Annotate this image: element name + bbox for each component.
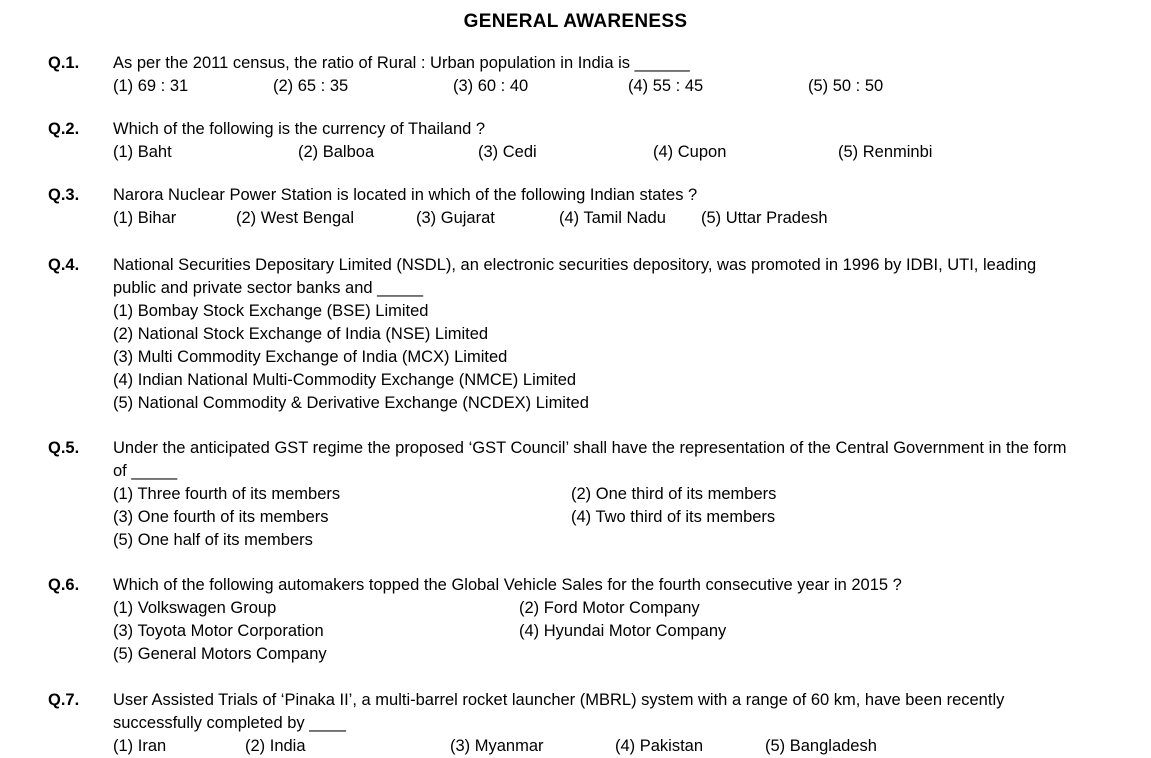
option-5[interactable]: (5) National Commodity & Derivative Exchange (NCDEX) Limited	[113, 394, 589, 412]
option-3[interactable]: (3) 60 : 40	[453, 77, 529, 95]
question-block	[0, 254, 1151, 415]
option-5[interactable]: (5) Uttar Pradesh	[701, 209, 828, 227]
question-block	[0, 689, 1151, 758]
question-block	[0, 52, 1151, 98]
option-1[interactable]: (1) Baht	[113, 143, 172, 161]
option-3[interactable]: (3) Cedi	[478, 143, 537, 161]
option-4[interactable]: (4) Hyundai Motor Company	[519, 622, 727, 640]
option-grid	[113, 597, 1151, 666]
option-4[interactable]: (4) 55 : 45	[628, 77, 704, 95]
option-2[interactable]: (2) One third of its members	[571, 485, 777, 503]
option-row	[113, 207, 1151, 230]
question-block	[0, 118, 1151, 164]
option-list	[113, 300, 1073, 415]
question-block	[0, 184, 1151, 230]
option-1[interactable]: (1) 69 : 31	[113, 77, 189, 95]
option-1[interactable]: (1) Iran	[113, 737, 167, 755]
option-3[interactable]: (3) Multi Commodity Exchange of India (MCX) Limited	[113, 348, 508, 366]
question-stem: Which of the following is the currency of Thailand ?	[113, 120, 486, 138]
question-stem: User Assisted Trials of ‘Pinaka II’, a multi-barrel rocket launcher (MBRL) system with a range of 60 km, have been recently successfully completed by ____	[113, 691, 1005, 732]
question-block	[0, 574, 1151, 666]
option-row	[113, 529, 1069, 552]
question-stem: As per the 2011 census, the ratio of Rural : Urban population in India is ______	[113, 54, 690, 72]
option-1[interactable]: (1) Bombay Stock Exchange (BSE) Limited	[113, 302, 429, 320]
option-5[interactable]: (5) One half of its members	[113, 531, 313, 549]
question-stem: Narora Nuclear Power Station is located in which of the following Indian states ?	[113, 186, 698, 204]
option-3[interactable]: (3) One fourth of its members	[113, 508, 329, 526]
option-row	[113, 620, 1151, 643]
option-5[interactable]: (5) General Motors Company	[113, 645, 327, 663]
option-2[interactable]: (2) Balboa	[298, 143, 375, 161]
option-row	[113, 483, 1069, 506]
option-4[interactable]: (4) Indian National Multi-Commodity Exchange (NMCE) Limited	[113, 371, 577, 389]
option-4[interactable]: (4) Pakistan	[615, 737, 704, 755]
option-4[interactable]: (4) Tamil Nadu	[559, 209, 666, 227]
question-stem: National Securities Depositary Limited (NSDL), an electronic securities depository, was promoted in 1996 by IDBI, UTI, leading public and private sector banks and _____	[113, 256, 1037, 297]
question-number: Q.4.	[48, 256, 80, 274]
option-2[interactable]: (2) India	[245, 737, 306, 755]
option-row	[113, 141, 1151, 164]
question-block	[0, 437, 1151, 552]
option-3[interactable]: (3) Gujarat	[416, 209, 495, 227]
question-stem: Which of the following automakers topped the Global Vehicle Sales for the fourth consecutive year in 2015 ?	[113, 576, 902, 594]
question-number: Q.5.	[48, 439, 80, 457]
option-row	[113, 597, 1151, 620]
option-2[interactable]: (2) West Bengal	[236, 209, 354, 227]
question-number: Q.7.	[48, 691, 80, 709]
option-row	[113, 643, 1151, 666]
option-5[interactable]: (5) 50 : 50	[808, 77, 884, 95]
option-5[interactable]: (5) Bangladesh	[765, 737, 877, 755]
question-number: Q.6.	[48, 576, 80, 594]
option-4[interactable]: (4) Cupon	[653, 143, 727, 161]
page-title: GENERAL AWARENESS	[463, 11, 688, 32]
question-stem: Under the anticipated GST regime the proposed ‘GST Council’ shall have the representation of the Central Government in the form of _____	[113, 439, 1067, 480]
option-grid	[113, 483, 1069, 552]
question-number: Q.1.	[48, 54, 80, 72]
option-3[interactable]: (3) Toyota Motor Corporation	[113, 622, 324, 640]
option-1[interactable]: (1) Volkswagen Group	[113, 599, 277, 617]
option-row	[113, 735, 1073, 758]
option-row	[113, 75, 1151, 98]
option-5[interactable]: (5) Renminbi	[838, 143, 933, 161]
option-4[interactable]: (4) Two third of its members	[571, 508, 776, 526]
option-3[interactable]: (3) Myanmar	[450, 737, 544, 755]
option-2[interactable]: (2) 65 : 35	[273, 77, 349, 95]
question-number: Q.2.	[48, 120, 80, 138]
option-1[interactable]: (1) Bihar	[113, 209, 177, 227]
option-1[interactable]: (1) Three fourth of its members	[113, 485, 341, 503]
option-2[interactable]: (2) National Stock Exchange of India (NSE) Limited	[113, 325, 489, 343]
option-row	[113, 506, 1069, 529]
question-number: Q.3.	[48, 186, 80, 204]
option-2[interactable]: (2) Ford Motor Company	[519, 599, 700, 617]
